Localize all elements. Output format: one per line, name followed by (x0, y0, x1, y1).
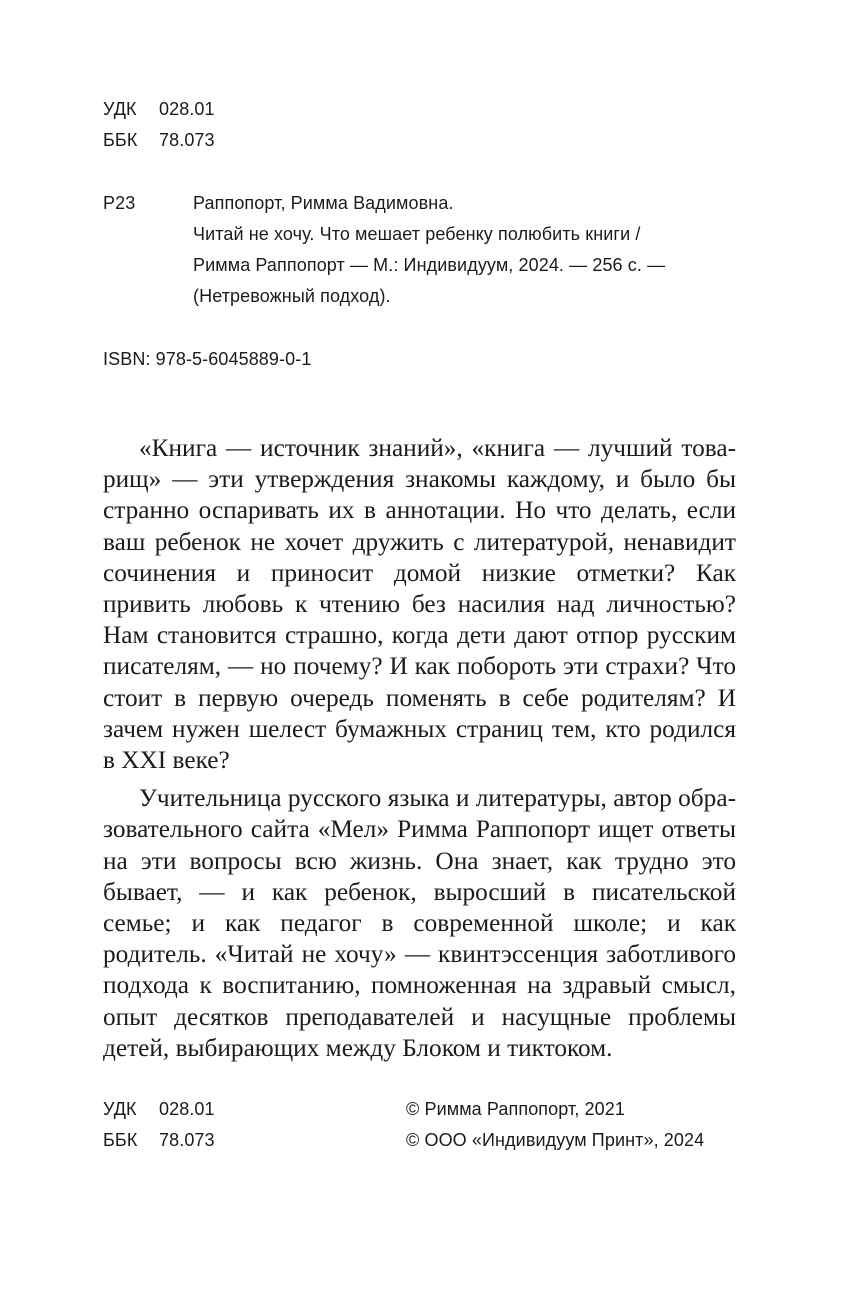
biblio-line-title: Читай не хочу. Что мешает ребенку полюбить книги / (193, 224, 641, 244)
bibliographic-record (193, 188, 753, 312)
annotation-paragraph-1: «Книга — источник знаний», «книга — лучший товарищ» — эти утверждения знакомы каждому, и было бы странно оспаривать их в аннотации. Но что делать, если ваш ребенок не хочет дружить с литературой, ненавидит сочинения и приносит домой низкие отметки? Как привить любовь к чтению без насилия над личностью? Нам становится страшно, когда дети дают отпор русским писателям, — но почему? И как побороть эти страхи? Что стоит в первую очередь поменять в себе родителям? И зачем нужен шелест бумажных страниц тем, кто родился в XXI веке? (103, 434, 736, 775)
biblio-line-author: Раппопорт, Римма Вадимовна. (193, 193, 454, 213)
bbk-code-bottom (103, 1125, 215, 1156)
isbn: ISBN: 978-5-6045889-0-1 (103, 349, 312, 369)
bbk-label: ББК (103, 130, 138, 150)
udk-value: 028.01 (159, 1099, 215, 1119)
copyright-author: © Римма Раппопорт, 2021 (406, 1099, 625, 1119)
udk-value: 028.01 (159, 99, 215, 119)
annotation (103, 433, 736, 1071)
bbk-value: 78.073 (159, 130, 215, 150)
bbk-code-top (103, 125, 215, 156)
copyright-publisher: © ООО «Индивидуум Принт», 2024 (406, 1130, 705, 1150)
biblio-line-series: (Нетревожный подход). (193, 286, 391, 306)
biblio-line-imprint: Римма Раппопорт — М.: Индивидуум, 2024. — 256 с. — (193, 255, 666, 275)
udk-label: УДК (103, 99, 137, 119)
udk-code-bottom (103, 1094, 215, 1125)
bbk-value: 78.073 (159, 1130, 215, 1150)
udk-code-top (103, 94, 215, 125)
udk-label: УДК (103, 1099, 137, 1119)
annotation-paragraph-2: Учительница русского языка и литературы, автор образовательного сайта «Мел» Римма Раппопорт ищет ответы на эти вопросы всю жизнь. Она знает, как трудно это бывает, — и как ребенок, выросший в писательской семье; и как педагог в современной школе; и как родитель. «Читай не хочу» — квинтэссенция заботливого подхода к воспитанию, помноженная на здравый смысл, опыт десятков преподавателей и насущные проблемы детей, выбирающих между Блоком и тиктоком. (103, 784, 736, 1062)
bbk-label: ББК (103, 1130, 138, 1150)
author-mark: Р23 (103, 193, 136, 213)
